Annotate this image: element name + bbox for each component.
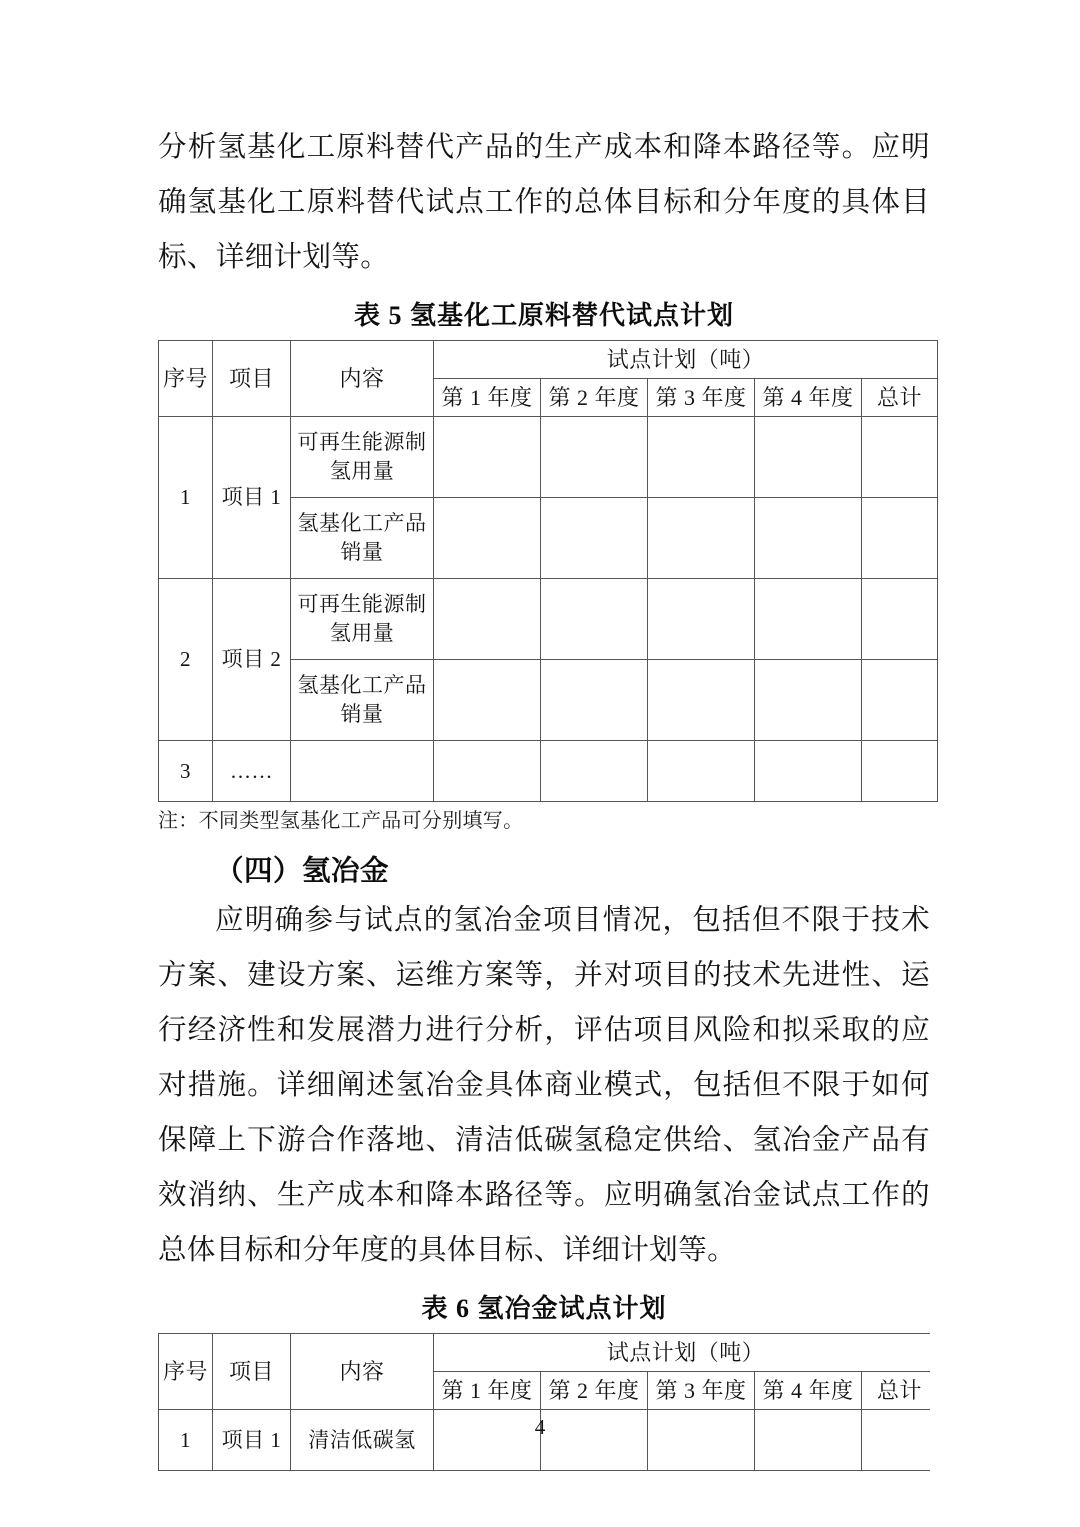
table5-header-year3: 第 3 年度 bbox=[648, 379, 755, 417]
table5-cell-total[interactable] bbox=[862, 579, 938, 660]
table6-cell-content: 清洁低碳氢 bbox=[291, 1410, 434, 1471]
table6-header-year2: 第 2 年度 bbox=[541, 1372, 648, 1410]
table5-cell-total[interactable] bbox=[862, 417, 938, 498]
table5-cell-year3[interactable] bbox=[648, 741, 755, 802]
table5-caption: 表 5 氢基化工原料替代试点计划 bbox=[353, 301, 734, 330]
table5-cell-year3[interactable] bbox=[648, 417, 755, 498]
table5-cell-year4[interactable] bbox=[755, 741, 862, 802]
table5-header-project: 项目 bbox=[213, 341, 291, 417]
table5-cell-year1[interactable] bbox=[434, 498, 541, 579]
table6-header-group: 试点计划（吨） bbox=[434, 1334, 931, 1372]
table6-header-total: 总计 bbox=[862, 1372, 931, 1410]
page-number: 4 bbox=[534, 1415, 546, 1439]
table5-cell-content: 氢基化工产品销量 bbox=[291, 660, 434, 741]
table5-cell-year1[interactable] bbox=[434, 741, 541, 802]
table5-cell-year1[interactable] bbox=[434, 579, 541, 660]
table5-cell-year3[interactable] bbox=[648, 660, 755, 741]
table6-caption: 表 6 氢冶金试点计划 bbox=[421, 1294, 667, 1323]
table6-cell-seq: 1 bbox=[159, 1410, 213, 1471]
table5-cell-year2[interactable] bbox=[541, 741, 648, 802]
table5-cell-year4[interactable] bbox=[755, 660, 862, 741]
table5-cell-seq: 2 bbox=[159, 579, 213, 741]
table-row bbox=[159, 417, 938, 498]
table5-cell-total[interactable] bbox=[862, 660, 938, 741]
section-heading-hydrogen-metallurgy: （四）氢冶金 bbox=[215, 856, 390, 887]
paragraph-hydrogen-metallurgy: 应明确参与试点的氢冶金项目情况，包括但不限于技术方案、建设方案、运维方案等，并对项目的技术先进性、运行经济性和发展潜力进行分析，评估项目风险和拟采取的应对措施。详细阐述氢冶金具体商业模式，包括但不限于如何保障上下游合作落地、清洁低碳氢稳定供给、氢冶金产品有效消纳、生产成本和降本路径等。应明确氢冶金试点工作的总体目标和分年度的具体目标、详细计划等。 bbox=[158, 905, 930, 1266]
table5-cell-project: …… bbox=[213, 741, 291, 802]
table6-header-year4: 第 4 年度 bbox=[755, 1372, 862, 1410]
table5-cell-year4[interactable] bbox=[755, 579, 862, 660]
table5-cell-total[interactable] bbox=[862, 741, 938, 802]
table6-container bbox=[158, 1333, 930, 1471]
table5-header-seq: 序号 bbox=[159, 341, 213, 417]
table5-cell-year2[interactable] bbox=[541, 417, 648, 498]
table5-cell-year1[interactable] bbox=[434, 660, 541, 741]
table5-cell-year4[interactable] bbox=[755, 417, 862, 498]
table6-header-year1: 第 1 年度 bbox=[434, 1372, 541, 1410]
table5-cell-content: 可再生能源制氢用量 bbox=[291, 579, 434, 660]
table5-header-group: 试点计划（吨） bbox=[434, 341, 938, 379]
table5-header-row-1 bbox=[159, 341, 938, 379]
table5-cell-content bbox=[291, 741, 434, 802]
table5-cell-year2[interactable] bbox=[541, 579, 648, 660]
table5-header-content: 内容 bbox=[291, 341, 434, 417]
table5-cell-total[interactable] bbox=[862, 498, 938, 579]
table5-header-total: 总计 bbox=[862, 379, 938, 417]
table5-header-year2: 第 2 年度 bbox=[541, 379, 648, 417]
paragraph-continued: 分析氢基化工原料替代产品的生产成本和降本路径等。应明确氢基化工原料替代试点工作的总体目标和分年度的具体目标、详细计划等。 bbox=[158, 132, 930, 273]
page-content bbox=[158, 120, 930, 1471]
table6-header-project: 项目 bbox=[213, 1334, 291, 1410]
table6-cell-project: 项目 1 bbox=[213, 1410, 291, 1471]
table-row bbox=[159, 579, 938, 660]
table5 bbox=[158, 340, 938, 802]
table5-note: 注：不同类型氢基化工产品可分别填写。 bbox=[158, 810, 524, 832]
table-row bbox=[159, 741, 938, 802]
table6 bbox=[158, 1333, 930, 1471]
table5-cell-year4[interactable] bbox=[755, 498, 862, 579]
table5-header-year1: 第 1 年度 bbox=[434, 379, 541, 417]
table5-cell-content: 可再生能源制氢用量 bbox=[291, 417, 434, 498]
table5-header-year4: 第 4 年度 bbox=[755, 379, 862, 417]
table5-cell-year2[interactable] bbox=[541, 660, 648, 741]
table6-header-content: 内容 bbox=[291, 1334, 434, 1410]
table5-cell-year3[interactable] bbox=[648, 579, 755, 660]
table6-header-year3: 第 3 年度 bbox=[648, 1372, 755, 1410]
table5-cell-year2[interactable] bbox=[541, 498, 648, 579]
table5-cell-seq: 1 bbox=[159, 417, 213, 579]
table5-cell-seq: 3 bbox=[159, 741, 213, 802]
table5-cell-project: 项目 2 bbox=[213, 579, 291, 741]
table5-cell-year3[interactable] bbox=[648, 498, 755, 579]
table5-cell-content: 氢基化工产品销量 bbox=[291, 498, 434, 579]
table6-header-seq: 序号 bbox=[159, 1334, 213, 1410]
table5-cell-year1[interactable] bbox=[434, 417, 541, 498]
table5-cell-project: 项目 1 bbox=[213, 417, 291, 579]
table6-header-row-1 bbox=[159, 1334, 931, 1372]
